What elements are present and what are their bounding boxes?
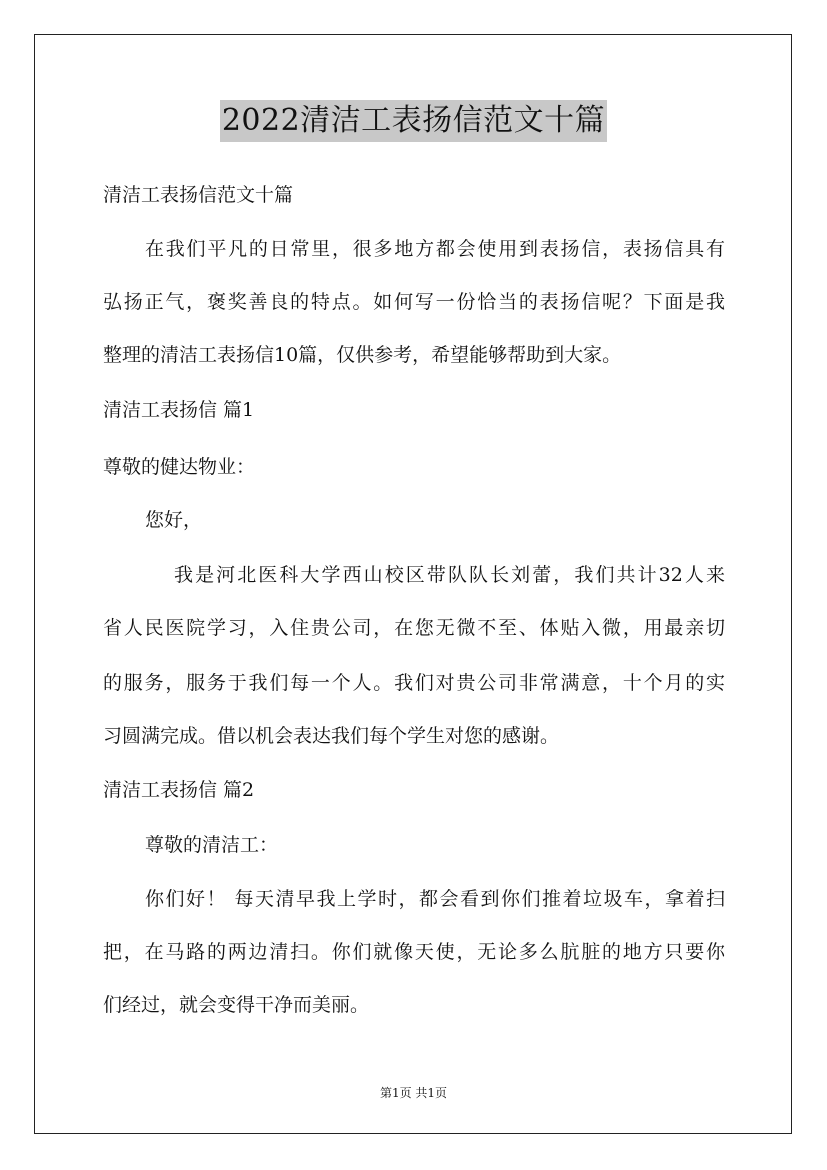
paragraph-line: 你们好！ 每天清早我上学时，都会看到你们推着垃圾车，拿着扫: [145, 888, 725, 910]
paragraph-line: 省人民医院学习，入住贵公司，在您无微不至、体贴入微，用最亲切: [103, 617, 725, 639]
salutation: 尊敬的健达物业：: [103, 456, 256, 478]
section-heading: 清洁工表扬信 篇1: [103, 399, 255, 421]
section-heading: 清洁工表扬信 篇2: [103, 779, 255, 801]
subtitle-line: 清洁工表扬信范文十篇: [103, 184, 294, 206]
title-container: [0, 100, 827, 142]
page-footer: 第1页 共1页: [379, 1086, 448, 1100]
paragraph-line: 弘扬正气，褒奖善良的特点。如何写一份恰当的表扬信呢？下面是我: [103, 291, 725, 313]
salutation: 尊敬的清洁工：: [145, 834, 279, 856]
paragraph-line: 的服务，服务于我们每一个人。我们对贵公司非常满意，十个月的实: [103, 672, 725, 694]
paragraph-line: 在我们平凡的日常里，很多地方都会使用到表扬信，表扬信具有: [145, 238, 725, 260]
paragraph-line: 我是河北医科大学西山校区带队队长刘蕾，我们共计32人来: [174, 564, 725, 586]
paragraph-line: 习圆满完成。借以机会表达我们每个学生对您的感谢。: [103, 725, 560, 747]
paragraph-line: 把，在马路的两边清扫。你们就像天使，无论多么肮脏的地方只要你: [103, 941, 725, 963]
paragraph-line: 整理的清洁工表扬信10篇，仅供参考，希望能够帮助到大家。: [103, 344, 622, 366]
document-title: 2022清洁工表扬信范文十篇: [220, 100, 607, 142]
greeting: 您好，: [145, 509, 203, 531]
paragraph-line: 们经过，就会变得干净而美丽。: [103, 994, 370, 1016]
